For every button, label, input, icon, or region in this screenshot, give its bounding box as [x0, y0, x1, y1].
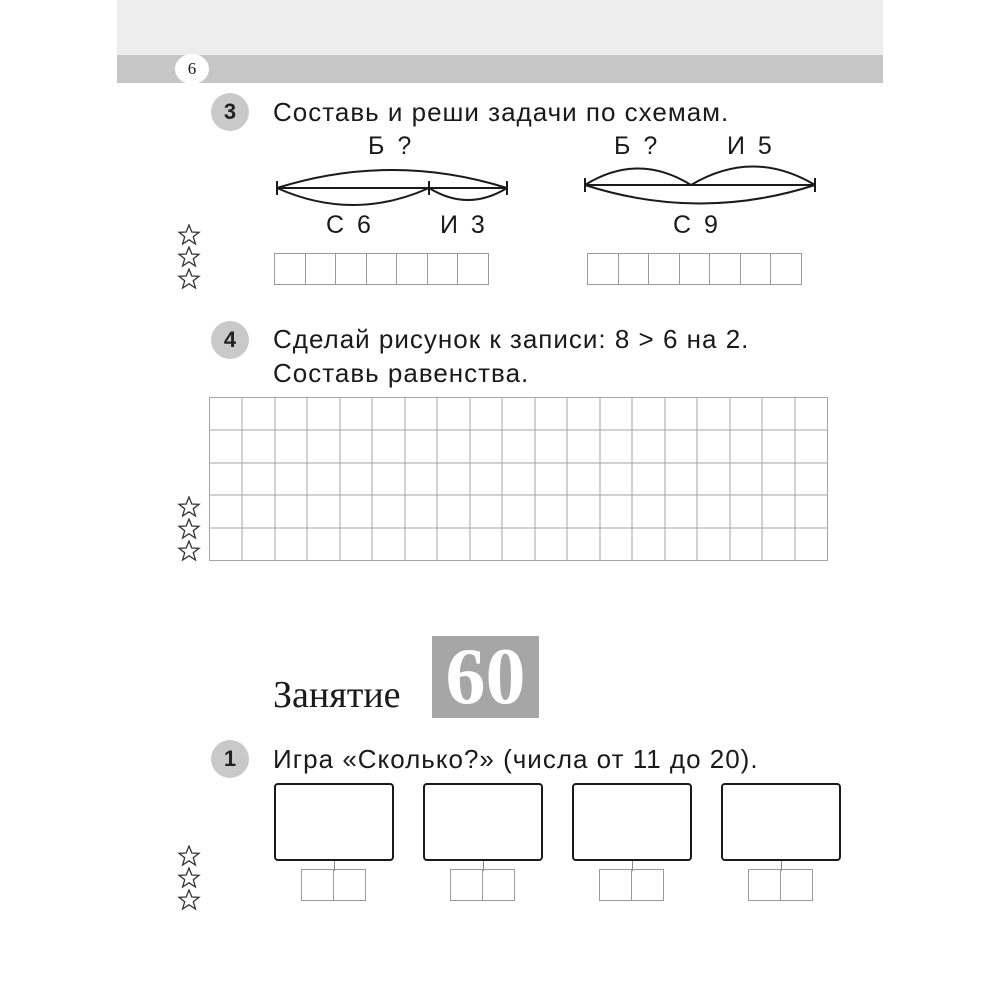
- rating-stars-task-3[interactable]: [177, 224, 203, 290]
- header-strip: [117, 55, 883, 83]
- star-outline-icon[interactable]: [177, 496, 201, 518]
- star-outline-icon[interactable]: [177, 246, 201, 268]
- star-outline-icon[interactable]: [177, 845, 201, 867]
- star-outline-icon[interactable]: [177, 889, 201, 911]
- picture-frame[interactable]: [572, 783, 692, 861]
- answer-cells-right[interactable]: [588, 253, 802, 285]
- number-cells[interactable]: [600, 869, 664, 901]
- number-cells[interactable]: [749, 869, 813, 901]
- number-cells[interactable]: [451, 869, 515, 901]
- picture-frame[interactable]: [721, 783, 841, 861]
- lesson-title: Занятие: [273, 674, 401, 716]
- star-outline-icon[interactable]: [177, 540, 201, 562]
- picture-frame[interactable]: [274, 783, 394, 861]
- scheme-right-top-label-1: Б ?: [614, 132, 661, 160]
- task-4-line-1: Сделай рисунок к записи: 8 > 6 на 2.: [273, 324, 750, 354]
- page-number: 6: [175, 54, 209, 84]
- scheme-left-top-label: Б ?: [368, 132, 415, 160]
- number-cells[interactable]: [302, 869, 366, 901]
- task-1-badge: 1: [211, 740, 249, 778]
- task-4-line-2: Составь равенства.: [273, 358, 530, 388]
- scheme-left-bottom-label-2: И 3: [440, 211, 488, 239]
- scheme-right-diagram: [578, 160, 823, 210]
- drawing-grid[interactable]: [209, 397, 830, 563]
- task-1-text: Игра «Сколько?» (числа от 11 до 20).: [273, 744, 759, 774]
- picture-frame[interactable]: [423, 783, 543, 861]
- task-4-badge: 4: [211, 321, 249, 359]
- star-outline-icon[interactable]: [177, 224, 201, 246]
- lesson-number: 60: [432, 636, 539, 718]
- task-3-badge: 3: [211, 93, 249, 131]
- star-outline-icon[interactable]: [177, 268, 201, 290]
- star-outline-icon[interactable]: [177, 867, 201, 889]
- scheme-left-diagram: [270, 160, 515, 210]
- scheme-left-bottom-label-1: С 6: [326, 211, 374, 239]
- rating-stars-task-1[interactable]: [177, 845, 203, 911]
- answer-cells-left[interactable]: [275, 253, 489, 285]
- star-outline-icon[interactable]: [177, 518, 201, 540]
- scheme-right-bottom-label: С 9: [673, 211, 721, 239]
- task-3-text: Составь и реши задачи по схемам.: [273, 97, 730, 127]
- scheme-right-top-label-2: И 5: [727, 132, 775, 160]
- header-band: [117, 0, 883, 55]
- rating-stars-task-4[interactable]: [177, 496, 203, 562]
